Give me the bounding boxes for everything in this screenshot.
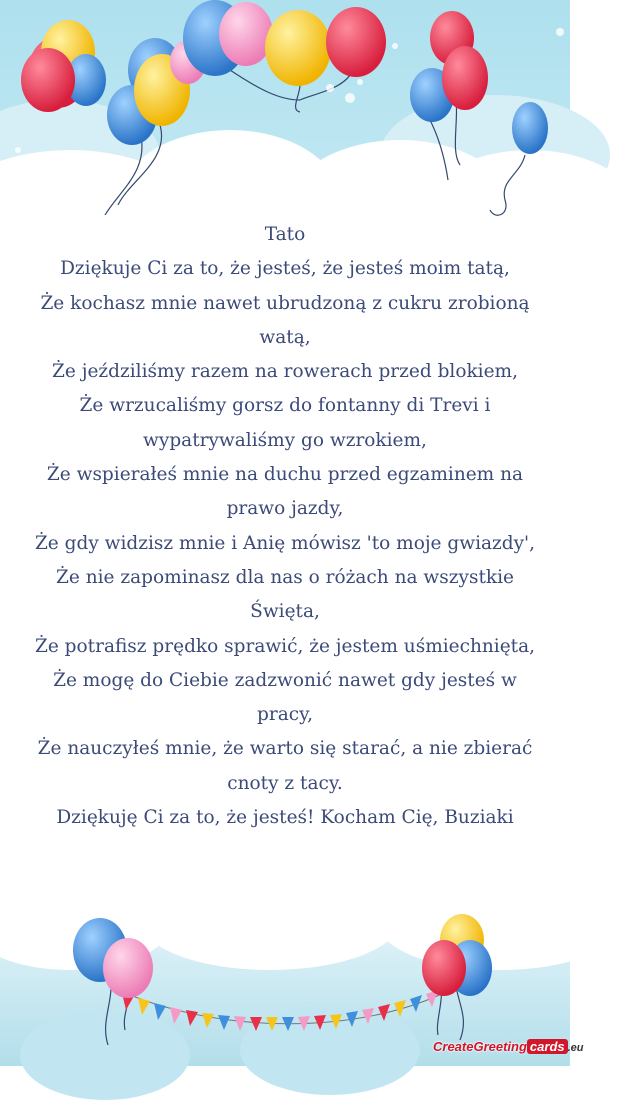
poem-line: Święta,	[250, 601, 320, 623]
red-balloon	[326, 7, 386, 77]
site-logo[interactable]	[433, 1036, 584, 1058]
pink-balloon	[219, 2, 273, 66]
logo-text-domain: .eu	[567, 1042, 584, 1054]
bunting-flags	[122, 990, 438, 1031]
poem-line: Dziękuje Ci za to, że jesteś, że jesteś moim tatą,	[60, 258, 510, 280]
yellow-balloon	[265, 10, 331, 86]
poem-line: watą,	[259, 326, 311, 348]
poem-line: Że nie zapominasz dla nas o różach na wszystkie	[56, 566, 514, 588]
poem-line: Że kochasz mnie nawet ubrudzoną z cukru zrobioną	[40, 292, 530, 314]
poem-line: pracy,	[257, 704, 313, 726]
red-balloon	[442, 46, 488, 110]
logo-text-main: CreateGreeting	[433, 1039, 527, 1054]
poem-line: Że jeździliśmy razem na rowerach przed blokiem,	[52, 361, 518, 383]
red-balloon	[422, 940, 466, 996]
poem-line: Że nauczyłeś mnie, że warto się starać, a nie zbierać	[37, 738, 533, 760]
poem-title: Tato	[264, 224, 306, 245]
poem-line: Że gdy widzisz mnie i Anię mówisz 'to moje gwiazdy',	[34, 532, 536, 554]
poem-line: Że potrafisz prędko sprawić, że jestem uśmiechnięta,	[35, 635, 535, 657]
poem-line: cnoty z tacy.	[227, 772, 343, 794]
logo-text-badge: cards	[527, 1039, 568, 1054]
poem-line: wypatrywaliśmy go wzrokiem,	[143, 429, 427, 451]
pink-balloon	[103, 938, 153, 998]
poem-text	[20, 218, 550, 835]
poem-line: Że mogę do Ciebie zadzwonić nawet gdy jesteś w	[53, 669, 517, 691]
blue-balloon	[512, 102, 548, 154]
poem-line: Że wspierałeś mnie na duchu przed egzaminem na	[46, 464, 524, 486]
red-balloon	[21, 48, 75, 112]
poem-line: Że wrzucaliśmy gorsz do fontanny di Trevi i	[79, 395, 491, 417]
poem-line: prawo jazdy,	[226, 498, 344, 520]
poem-line: Dziękuję Ci za to, że jesteś! Kocham Cię, Buziaki	[56, 807, 514, 829]
